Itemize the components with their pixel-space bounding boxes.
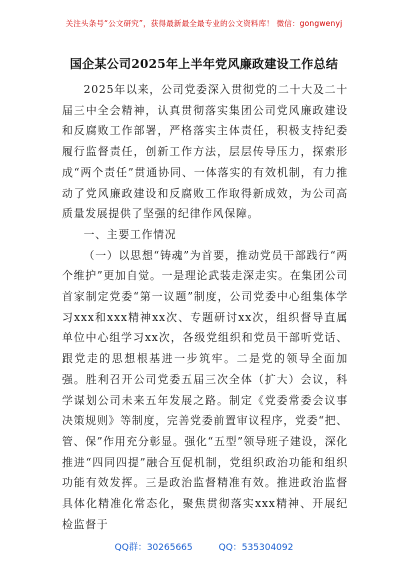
footer-qq-group: QQ群：30265665 (114, 543, 193, 553)
footer-qq-number: QQ：535304092 (218, 543, 294, 553)
body-paragraph: （一）以思想“铸魂”为首要，推动党员干部践行“两个维护”更加自觉。一是理论武装走深走实。在集团公司首家制定党委“第一议题”制度，公司党委中心组集体学习xxx和xxx精神xx次、专题研讨xx次，组织督导直属单位中心组学习xx次，各级党组织和党员干部听党话、跟党走的思想根基进一步筑牢。二是党的领导全面加强。胜利召开公司党委五届三次全体（扩大）会议，科学谋划公司未来五年发展之路。制定《党委常委会议事决策规则》等制度，完善党委前置审议程序，党委“把、管、保”作用充分彰显。强化“五型”领导班子建设，深化推进“四同四提”融合互促机制，党组织政治功能和组织功能有效发挥。三是政治监督精准有效。推进政治监督具体化精准化常态化，聚焦贯彻落实xxx精神、开展纪检监督于 (62, 248, 348, 531)
footer-contact (0, 540, 408, 553)
section-heading: 一、主要工作情况 (83, 227, 177, 241)
header-promo-note: 关注头条号“公文研究”，获得最新最全最专业的公文资料库！ 微信：gongwenyj (65, 19, 343, 28)
document-body (62, 80, 348, 535)
document-title: 国企某公司2025年上半年党风廉政建设工作总结 (69, 57, 339, 71)
intro-paragraph: 2025年以来，公司党委深入贯彻党的二十大及二十届三中全会精神，认真贯彻落实集团公司党风廉政建设和反腐败工作部署，严格落实主体责任，积极支持纪委履行监督责任，创新工作方法，层层传导压力，探索形成“两个责任”贯通协同、一体落实的有效机制，有力推动了党风廉政建设和反腐败工作取得新成效，为公司高质量发展提供了坚强的纪律作风保障。 (62, 83, 348, 221)
